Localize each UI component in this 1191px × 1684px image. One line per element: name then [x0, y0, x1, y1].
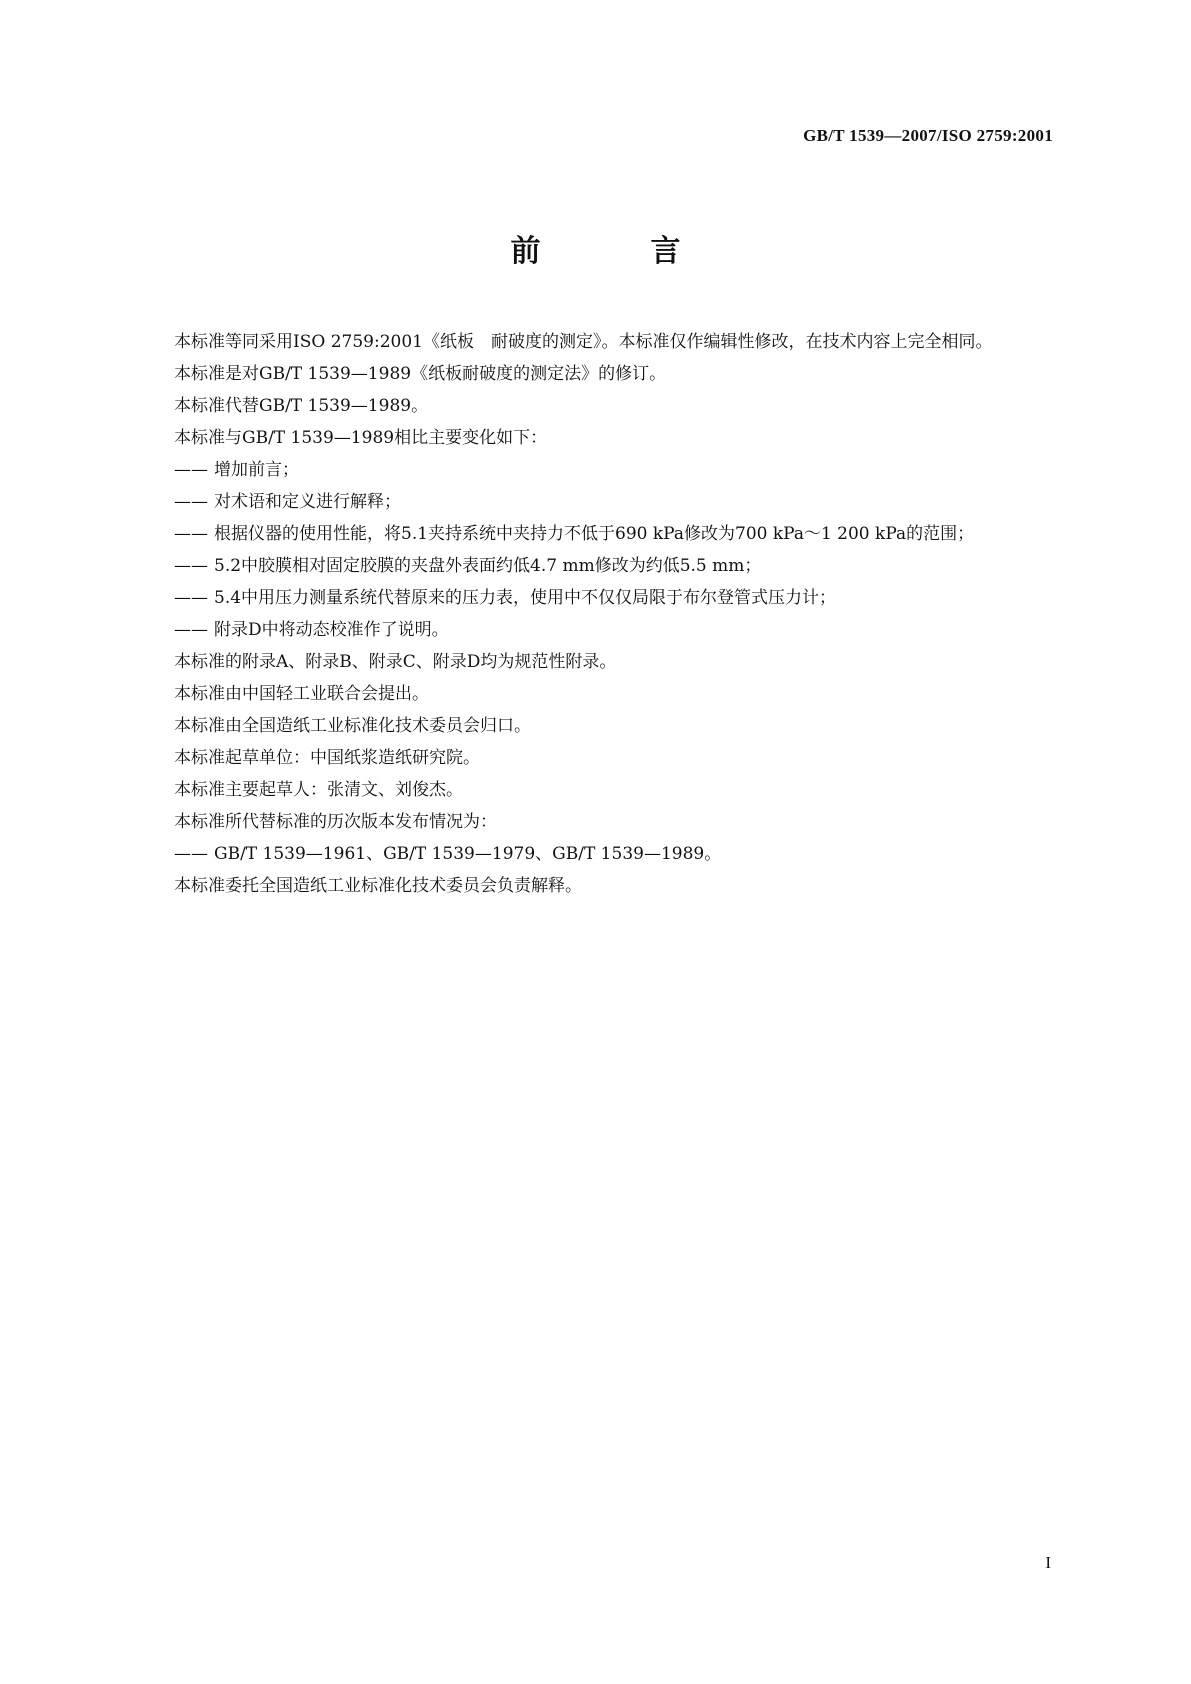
paragraph-revision: 本标准是对GB/T 1539—1989《纸板耐破度的测定法》的修订。	[174, 364, 667, 384]
page-number: I	[1045, 1553, 1051, 1572]
paragraph-centralized-by: 本标准由全国造纸工业标准化技术委员会归口。	[174, 716, 531, 736]
list-item	[134, 518, 1056, 550]
list-item-text: 根据仪器的使用性能，将5.1夹持系统中夹持力不低于690 kPa修改为700 kPa～1 200 kPa的范围；	[214, 524, 975, 544]
list-item-text: GB/T 1539—1961、GB/T 1539—1979、GB/T 1539—1989。	[214, 844, 722, 864]
list-item	[134, 454, 1056, 486]
paragraph-changes-intro: 本标准与GB/T 1539—1989相比主要变化如下：	[174, 428, 548, 448]
list-item	[134, 614, 1056, 646]
list-item-text: 5.2中胶膜相对固定胶膜的夹盘外表面约低4.7 mm修改为约低5.5 mm；	[214, 556, 762, 576]
paragraph-adoption: 本标准等同采用ISO 2759:2001《纸板 耐破度的测定》。本标准仅作编辑性修改，在技术内容上完全相同。	[174, 332, 993, 352]
list-item-text: 对术语和定义进行解释；	[214, 492, 401, 512]
dash-marker: ——	[174, 492, 208, 512]
paragraph-proposed-by: 本标准由中国轻工业联合会提出。	[174, 684, 429, 704]
paragraph-history-intro: 本标准所代替标准的历次版本发布情况为：	[174, 812, 497, 832]
paragraph-replaces: 本标准代替GB/T 1539—1989。	[174, 396, 429, 416]
standard-code-header: GB/T 1539—2007/ISO 2759:2001	[803, 126, 1053, 145]
dash-marker: ——	[174, 556, 208, 576]
document-body	[134, 326, 1056, 902]
paragraph-interpretation: 本标准委托全国造纸工业标准化技术委员会负责解释。	[174, 876, 582, 896]
changes-list	[134, 454, 1056, 646]
paragraph-annexes: 本标准的附录A、附录B、附录C、附录D均为规范性附录。	[174, 652, 617, 672]
list-item	[134, 486, 1056, 518]
list-item-text: 附录D中将动态校准作了说明。	[214, 620, 449, 640]
list-item-text: 增加前言；	[214, 460, 299, 480]
dash-marker: ——	[174, 620, 208, 640]
list-item	[134, 582, 1056, 614]
paragraph-drafting-unit: 本标准起草单位：中国纸浆造纸研究院。	[174, 748, 480, 768]
dash-marker: ——	[174, 844, 208, 864]
page-title: 前 言	[510, 234, 721, 269]
paragraph-drafters: 本标准主要起草人：张清文、刘俊杰。	[174, 780, 463, 800]
list-item-text: 5.4中用压力测量系统代替原来的压力表，使用中不仅仅局限于布尔登管式压力计；	[214, 588, 837, 608]
dash-marker: ——	[174, 460, 208, 480]
list-item	[134, 550, 1056, 582]
dash-marker: ——	[174, 588, 208, 608]
dash-marker: ——	[174, 524, 208, 544]
list-item	[134, 838, 1056, 870]
previous-editions-list	[134, 838, 1056, 870]
